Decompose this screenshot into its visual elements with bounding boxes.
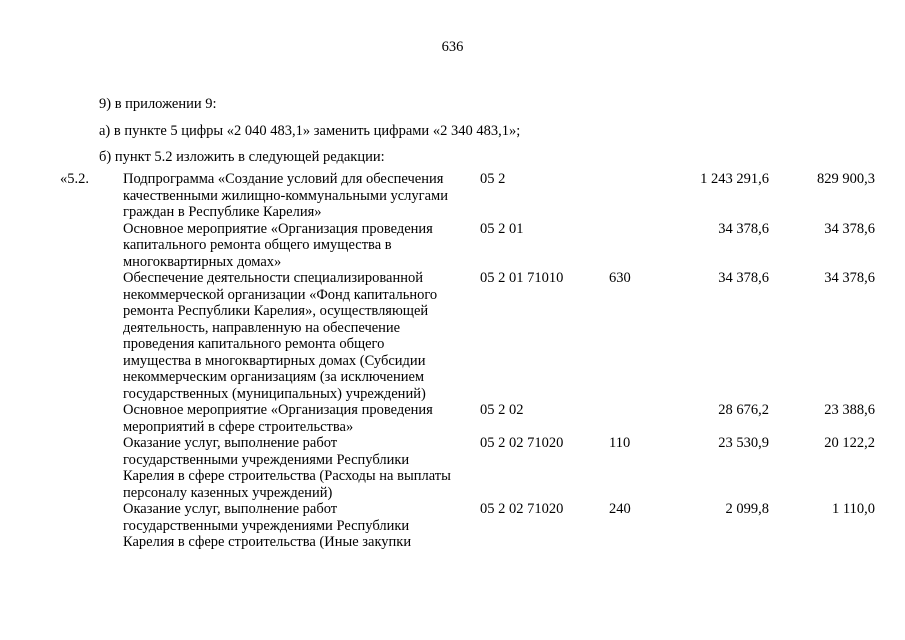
paragraph-item-a: а) в пункте 5 цифры «2 040 483,1» заменить цифрами «2 340 483,1»; — [99, 123, 521, 139]
row-name-line: Карелия в сфере строительства (Расходы на выплаты — [123, 468, 451, 484]
classification-code: 05 2 01 71010 — [480, 270, 564, 286]
row-name-line: государственными учреждениями Республики — [123, 517, 410, 534]
row-name-line: Подпрограмма «Создание условий для обеспечения — [123, 171, 444, 187]
row-name-line: качественными жилищно-коммунальными услугами — [123, 187, 448, 204]
row-name-line: капитального ремонта общего имущества в — [123, 237, 392, 253]
classification-code: 05 2 02 — [480, 402, 524, 418]
amount-second: 1 110,0 — [832, 501, 875, 517]
row-name-line: Основное мероприятие «Организация проведения — [123, 220, 433, 237]
amount-first: 34 378,6 — [718, 220, 769, 237]
row-name-line: проведения капитального ремонта общего — [123, 336, 385, 352]
row-name-line: ремонта Республики Карелия», осуществляющей — [123, 303, 429, 319]
table-row — [0, 171, 905, 221]
amount-first: 2 099,8 — [725, 501, 769, 517]
table-row — [0, 270, 905, 402]
row-name-line: граждан в Республике Карелия» — [123, 204, 322, 220]
row-name-line: мероприятий в сфере строительства» — [123, 418, 354, 435]
amount-first: 23 530,9 — [718, 435, 769, 451]
table-row — [0, 221, 905, 271]
row-name-line: многоквартирных домах» — [123, 253, 282, 270]
table-row — [0, 402, 905, 435]
page-number: 636 — [441, 39, 464, 55]
classification-code: 05 2 02 71020 — [480, 501, 564, 517]
row-name-line: деятельность, направленную на обеспечение — [123, 319, 401, 336]
budget-table — [0, 171, 905, 551]
amount-second: 34 378,6 — [824, 270, 875, 286]
row-name-line: некоммерческим организациям (за исключением — [123, 369, 425, 385]
row-name-line: Обеспечение деятельности специализированной — [123, 270, 423, 286]
row-name — [123, 402, 458, 435]
row-name-line: имущества в многоквартирных домах (Субсидии — [123, 352, 426, 369]
row-name-line: Оказание услуг, выполнение работ — [123, 501, 338, 517]
row-name-line: Основное мероприятие «Организация проведения — [123, 402, 433, 418]
paragraph-appendix-9: 9) в приложении 9: — [99, 96, 217, 112]
amount-first: 34 378,6 — [718, 270, 769, 286]
classification-code: 05 2 — [480, 171, 506, 187]
row-name-line: Карелия в сфере строительства (Иные закупки — [123, 534, 412, 550]
row-name — [123, 435, 458, 501]
row-name-line: персоналу казенных учреждений) — [123, 484, 333, 501]
amount-second: 34 378,6 — [824, 220, 875, 237]
row-name — [123, 270, 458, 402]
amount-first: 1 243 291,6 — [700, 171, 769, 187]
expense-type-code: 110 — [609, 435, 631, 451]
expense-type-code: 630 — [609, 270, 631, 286]
row-name — [123, 221, 458, 271]
expense-type-code: 240 — [609, 501, 631, 517]
row-name — [123, 171, 458, 221]
table-row — [0, 435, 905, 501]
row-name-line: Оказание услуг, выполнение работ — [123, 435, 338, 451]
amount-second: 23 388,6 — [824, 402, 875, 418]
table-row — [0, 501, 905, 551]
row-name — [123, 501, 458, 551]
row-name-line: государственных (муниципальных) учреждений) — [123, 385, 426, 402]
amount-first: 28 676,2 — [718, 402, 769, 418]
amount-second: 829 900,3 — [817, 171, 875, 187]
row-name-line: государственными учреждениями Республики — [123, 451, 410, 468]
classification-code: 05 2 02 71020 — [480, 435, 564, 451]
row-name-line: некоммерческой организации «Фонд капитального — [123, 286, 438, 303]
paragraph-item-b: б) пункт 5.2 изложить в следующей редакции: — [99, 149, 385, 165]
amount-second: 20 122,2 — [824, 435, 875, 451]
classification-code: 05 2 01 — [480, 220, 524, 237]
row-number: «5.2. — [60, 171, 89, 187]
